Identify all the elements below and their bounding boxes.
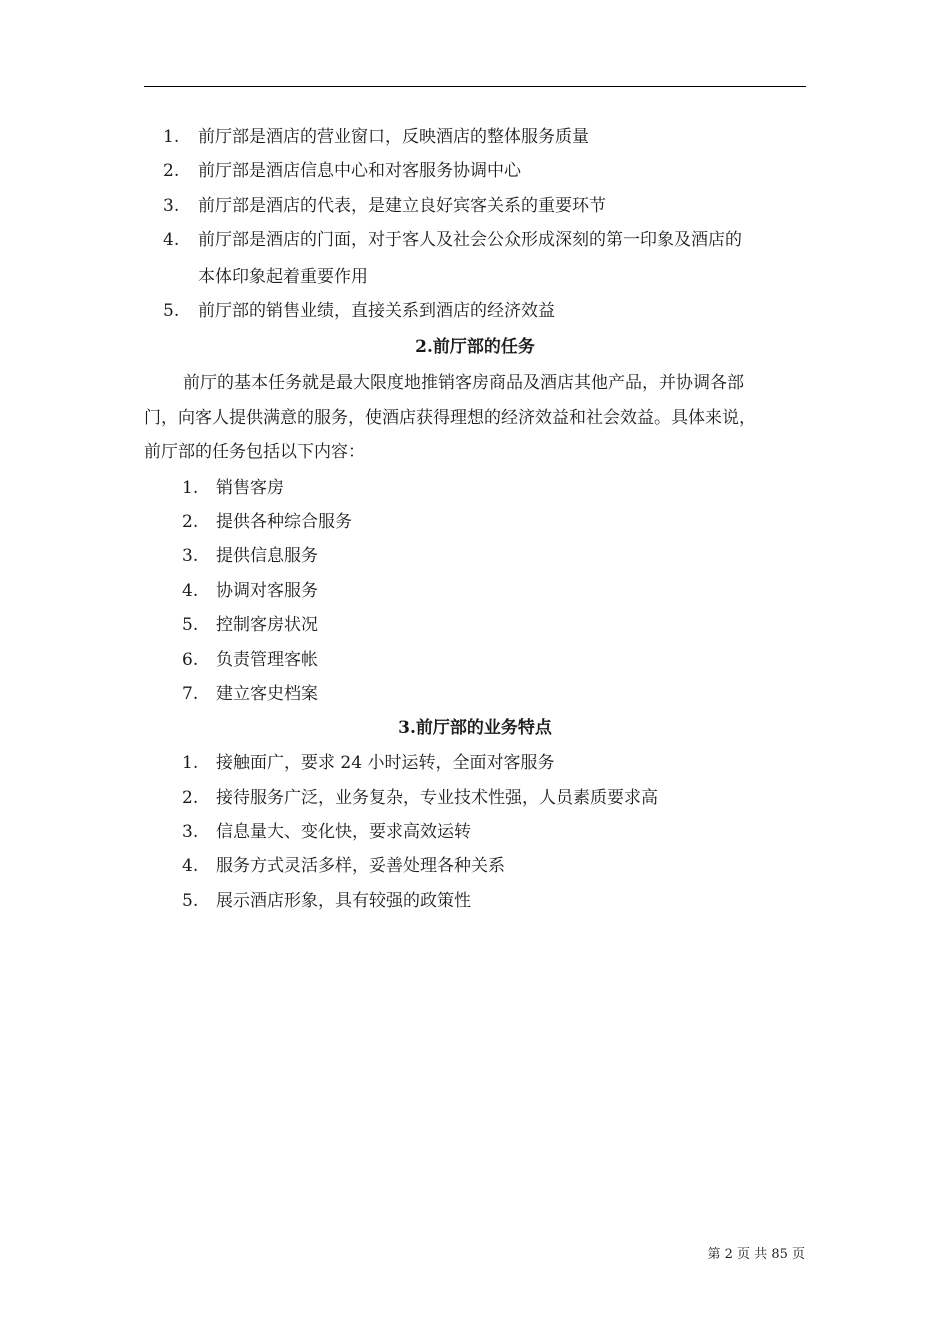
list-number: 4. [182, 856, 199, 876]
paragraph-line: 门，向客人提供满意的服务，使酒店获得理想的经济效益和社会效益。具体来说， [144, 408, 756, 428]
list-text: 协调对客服务 [216, 581, 318, 601]
list-number: 5. [182, 891, 199, 911]
list-number: 1. [182, 478, 199, 498]
list-text: 服务方式灵活多样，妥善处理各种关系 [216, 856, 505, 876]
page-number: 第 2 页 共 85 页 [707, 1247, 805, 1262]
section-heading: 3.前厅部的业务特点 [398, 718, 552, 738]
list-text: 负责管理客帐 [216, 650, 318, 670]
list-text: 销售客房 [216, 478, 284, 498]
list-text: 控制客房状况 [216, 615, 318, 635]
list-number: 3. [182, 546, 199, 566]
list-text: 建立客史档案 [216, 684, 318, 704]
list-number: 2. [182, 512, 199, 532]
list-text: 接触面广，要求 24 小时运转，全面对客服务 [216, 753, 555, 773]
list-text: 前厅部是酒店的营业窗口，反映酒店的整体服务质量 [198, 127, 589, 147]
paragraph-line: 前厅部的任务包括以下内容： [144, 442, 365, 462]
list-text-continued: 本体印象起着重要作用 [198, 267, 368, 287]
list-number: 5. [182, 615, 199, 635]
list-text: 展示酒店形象，具有较强的政策性 [216, 891, 471, 911]
list-number: 1. [163, 127, 180, 147]
list-number: 6. [182, 650, 199, 670]
list-text: 前厅部是酒店的门面，对于客人及社会公众形成深刻的第一印象及酒店的 [198, 230, 742, 250]
header-rule [144, 86, 806, 87]
list-text: 接待服务广泛，业务复杂，专业技术性强，人员素质要求高 [216, 788, 658, 808]
list-number: 5. [163, 301, 180, 321]
list-text: 前厅部是酒店的代表，是建立良好宾客关系的重要环节 [198, 196, 606, 216]
section-heading: 2.前厅部的任务 [415, 337, 535, 357]
list-number: 3. [163, 196, 180, 216]
list-text: 提供各种综合服务 [216, 512, 352, 532]
paragraph-line: 前厅的基本任务就是最大限度地推销客房商品及酒店其他产品，并协调各部 [183, 373, 744, 393]
list-text: 提供信息服务 [216, 546, 318, 566]
list-number: 4. [163, 230, 180, 250]
list-number: 4. [182, 581, 199, 601]
list-text: 前厅部的销售业绩，直接关系到酒店的经济效益 [198, 301, 555, 321]
list-number: 7. [182, 684, 199, 704]
list-text: 信息量大、变化快，要求高效运转 [216, 822, 471, 842]
list-number: 2. [182, 788, 199, 808]
list-number: 1. [182, 753, 199, 773]
list-number: 3. [182, 822, 199, 842]
list-text: 前厅部是酒店信息中心和对客服务协调中心 [198, 161, 521, 181]
list-number: 2. [163, 161, 180, 181]
